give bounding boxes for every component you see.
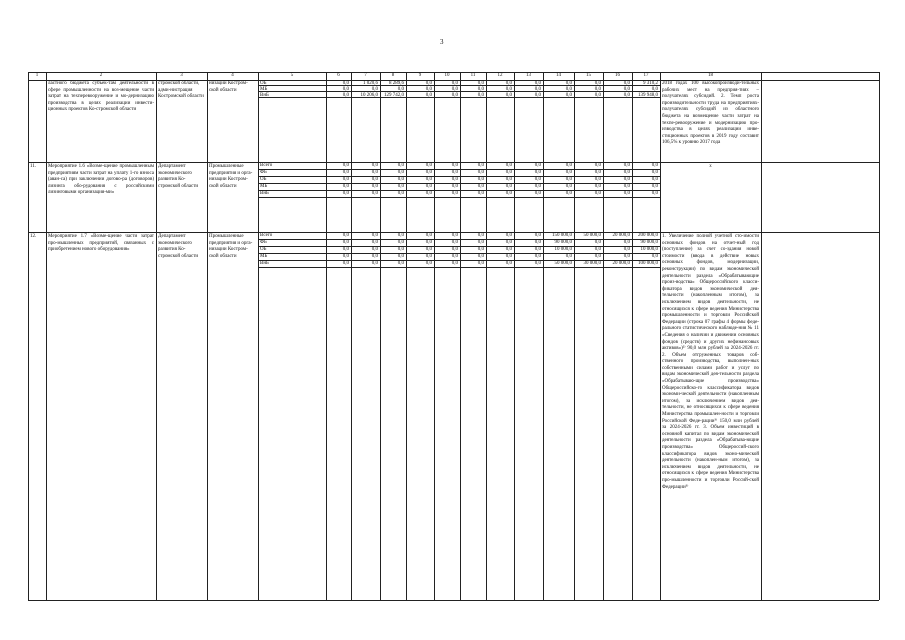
- table-rule: [156, 72, 157, 600]
- table-cell: 0,0: [371, 253, 378, 259]
- table-cell: 0,0: [534, 190, 541, 196]
- table-cell: 20 000,0: [612, 232, 630, 238]
- table-cell: 0,0: [534, 169, 541, 175]
- table-cell: 0,0: [451, 190, 458, 196]
- table-cell: 0,0: [534, 92, 541, 98]
- table-cell: 0,0: [397, 86, 404, 92]
- table-cell: 0,0: [425, 92, 432, 98]
- table-cell: 0,0: [425, 239, 432, 245]
- table-cell: 0,0: [594, 80, 601, 86]
- expected-result: 1. Увеличение полной учетной сто-имости основных фондов на отчет-ный год (поступление) за счет со-здания новой стоимости (ввода в действие новых основных фондов, модернизации, реконструкции) по видам экономической деятельности раздела «Обрабатывающие произ-водства» Общероссийского класси-фикатора видов экономической дея-тельности (накопленным итогом), за исключением видов деятельности, не относящихся к сфере ведения Министерства промышленности и торговли Российской Федерации (строка 07 графы 4 формы феде-рального статистического наблюде-ния № 11 «Сведения о наличии и движении основных фондов (средств) и других нефинансовых активов»)²⁾ 90,0 млн рублей за 2024-2026 гг. 2. Объем отгруженных товаров соб-ственного производства, выполнен-ных собственными силами работ и услуг по видам экономической дея-тельности раздела «Обрабатываю-щие производства» Общероссийско-го классификатора видов экономи-ческой деятельности (накопленным итогом), за исключением видов дея-тельности, не относящихся к сфере ведения Министерства промышлен-ности и торговли Российской Феде-рации³⁾ 150,0 млн рублей за 2024-2026 гг. 3. Объем инвестиций в основной капитал по видам экономической деятельности раздела «Обрабатыва-ющие производства» Общероссий-ского классификатора видов эконо-мической деятельности (накоплен-ным итогом), за исключением видов деятельности, не относящихся к сфере ведения Министерства про-мышленности и торговли Россий-ской Федерации³⁾: [662, 234, 759, 490]
- table-cell: 0,0: [425, 246, 432, 252]
- table-rule: [574, 72, 575, 600]
- table-cell: 10 206,0: [360, 92, 378, 98]
- table-cell: 0,0: [505, 162, 512, 168]
- table-cell: 0,0: [425, 169, 432, 175]
- table-rule: [258, 197, 660, 198]
- table-cell: 0,0: [451, 246, 458, 252]
- table-cell: 0,0: [565, 253, 572, 259]
- table-rule: [660, 72, 661, 600]
- column-header: 14: [556, 73, 561, 78]
- table-cell: 0,0: [342, 232, 349, 238]
- funding-source: МБ: [260, 183, 268, 189]
- table-cell: 0,0: [505, 239, 512, 245]
- table-cell: 0,0: [477, 253, 484, 259]
- column-header: 13: [526, 73, 531, 78]
- table-cell: 0,0: [342, 183, 349, 189]
- table-cell: 0,0: [371, 183, 378, 189]
- table-cell: 0,0: [397, 169, 404, 175]
- table-cell: 0,0: [425, 183, 432, 189]
- table-cell: 0,0: [594, 176, 601, 182]
- participants: Промышленные предприятия и орга-низации Костром-ской области: [209, 164, 253, 189]
- table-cell: 0,0: [451, 86, 458, 92]
- table-cell: 0,0: [397, 190, 404, 196]
- table-cell: 0,0: [623, 169, 630, 175]
- table-cell: 0,0: [342, 190, 349, 196]
- table-cell: 0,0: [623, 86, 630, 92]
- table-cell: 139 948,0: [638, 92, 658, 98]
- table-cell: 90 000,0: [554, 239, 572, 245]
- table-cell: 0,0: [451, 80, 458, 86]
- table-rule: [514, 72, 515, 600]
- table-cell: 0,0: [425, 86, 432, 92]
- table-cell: 0,0: [534, 260, 541, 266]
- table-rule: [460, 72, 461, 600]
- table-cell: 0,0: [505, 253, 512, 259]
- table-cell: 0,0: [477, 162, 484, 168]
- funding-source: ВнБ: [260, 260, 269, 266]
- funding-source: ОБ: [260, 246, 267, 252]
- table-cell: 0,0: [594, 239, 601, 245]
- table-cell: 10 000,0: [554, 246, 572, 252]
- table-cell: 8 289,6: [389, 80, 404, 86]
- table-cell: 0,0: [534, 183, 541, 189]
- table-cell: 0,0: [451, 162, 458, 168]
- column-header: 8: [391, 73, 395, 78]
- funding-source: МБ: [260, 253, 268, 259]
- column-header: 12: [497, 73, 503, 78]
- table-cell: 0,0: [594, 92, 601, 98]
- table-cell: 0,0: [594, 183, 601, 189]
- table-cell: 0,0: [505, 260, 512, 266]
- row-number: 12.: [30, 234, 37, 239]
- column-header: 2: [99, 73, 103, 78]
- table-cell: 0,0: [594, 246, 601, 252]
- table-rule: [543, 72, 544, 600]
- table-cell: 0,0: [594, 169, 601, 175]
- table-cell: 30 000,0: [583, 260, 601, 266]
- table-cell: 0,0: [477, 183, 484, 189]
- column-header: 17: [643, 73, 649, 78]
- column-header: 18: [708, 73, 713, 78]
- table-cell: 0,0: [342, 253, 349, 259]
- table-cell: 0,0: [651, 176, 658, 182]
- column-header: 6: [337, 73, 340, 78]
- table-rule: [434, 72, 435, 600]
- table-cell: 0,0: [477, 169, 484, 175]
- table-cell: 0,0: [623, 190, 630, 196]
- table-cell: 0,0: [477, 80, 484, 86]
- measure-name: Мероприятие 1.7 «Возме-щение части затрат про-мышленных предприятий, связанных с приобретением нового оборудования»: [48, 234, 154, 253]
- table-cell: 0,0: [342, 86, 349, 92]
- table-cell: 0,0: [371, 239, 378, 245]
- table-cell: 0,0: [371, 162, 378, 168]
- table-cell: 0,0: [651, 183, 658, 189]
- table-cell: 0,0: [534, 86, 541, 92]
- table-cell: 0,0: [477, 176, 484, 182]
- column-header: 3: [180, 73, 183, 78]
- executor: Департамент экономического развития Ко-стромской области: [158, 164, 199, 189]
- table-cell: 0,0: [651, 86, 658, 92]
- table-cell: 90 000,0: [640, 239, 658, 245]
- table-cell: 0,0: [594, 162, 601, 168]
- table-cell: 0,0: [425, 190, 432, 196]
- table-cell: 0,0: [651, 162, 658, 168]
- table-cell: 0,0: [623, 162, 630, 168]
- column-header: 15: [586, 73, 591, 78]
- table-cell: 0,0: [477, 92, 484, 98]
- table-cell: 50 000,0: [554, 260, 572, 266]
- funding-source: ВнБ: [260, 92, 269, 98]
- table-cell: 50 000,0: [583, 232, 601, 238]
- table-cell: 0,0: [425, 232, 432, 238]
- table-cell: 0,0: [425, 253, 432, 259]
- table-rule: [28, 600, 879, 601]
- table-rule: [351, 72, 352, 600]
- table-rule: [258, 72, 259, 600]
- table-cell: 0,0: [342, 246, 349, 252]
- table-cell: 0,0: [451, 169, 458, 175]
- table-cell: 0,0: [397, 246, 404, 252]
- participants: низации Костром-ской области: [209, 81, 248, 93]
- table-cell: 0,0: [534, 239, 541, 245]
- table-cell: 0,0: [505, 169, 512, 175]
- table-cell: 0,0: [505, 80, 512, 86]
- table-rule: [879, 72, 880, 600]
- funding-source: ОБ: [260, 176, 267, 182]
- table-cell: 10 000,0: [640, 246, 658, 252]
- table-cell: 0,0: [505, 246, 512, 252]
- table-rule: [380, 72, 381, 600]
- participants: Промышленные предприятия и орга-низации Костром-ской области: [209, 234, 253, 259]
- table-cell: 20 000,0: [612, 260, 630, 266]
- table-cell: 0,0: [342, 239, 349, 245]
- table-cell: 9 310,2: [643, 80, 658, 86]
- table-cell: 0,0: [565, 183, 572, 189]
- table-cell: 0,0: [594, 253, 601, 259]
- table-cell: 0,0: [397, 232, 404, 238]
- table-rule: [603, 72, 604, 600]
- table-cell: 0,0: [342, 260, 349, 266]
- table-cell: 0,0: [397, 260, 404, 266]
- table-cell: 0,0: [505, 92, 512, 98]
- table-cell: 0,0: [651, 190, 658, 196]
- table-cell: 0,0: [397, 162, 404, 168]
- page-number: 3: [440, 38, 444, 46]
- table-rule: [486, 72, 487, 600]
- table-cell: 150 000,0: [552, 232, 572, 238]
- table-cell: 0,0: [425, 176, 432, 182]
- table-cell: 0,0: [565, 92, 572, 98]
- table-cell: 0,0: [371, 190, 378, 196]
- table-cell: 100 000,0: [638, 260, 658, 266]
- table-cell: 0,0: [397, 239, 404, 245]
- table-cell: 0,0: [534, 232, 541, 238]
- table-cell: 0,0: [371, 260, 378, 266]
- table-cell: 0,0: [594, 190, 601, 196]
- table-cell: 0,0: [594, 86, 601, 92]
- table-cell: 0,0: [534, 253, 541, 259]
- funding-source: ФБ: [260, 169, 267, 175]
- table-cell: 0,0: [651, 253, 658, 259]
- table-cell: 0,0: [342, 92, 349, 98]
- table-cell: 0,0: [451, 260, 458, 266]
- table-cell: 0,0: [451, 183, 458, 189]
- column-header: 11: [470, 73, 476, 78]
- table-cell: 0,0: [477, 86, 484, 92]
- expected-result: x: [709, 164, 712, 169]
- table-rule: [632, 72, 633, 600]
- expected-result: 2018 годах 100 высокопроизводи-тельных рабочих мест на предприя-тиях – получателях субсидий. 2. Темп роста производительности труда на предприятиях-получателях субсидий из областного бюджета на возмещение части затрат на техпе-ревооружение и модернизацию про-изводства в целях реализации инве-стиционных проектов в 2019 году составит 106,5% к уровню 2017 года: [662, 81, 759, 146]
- table-cell: 0,0: [623, 176, 630, 182]
- table-cell: 0,0: [451, 176, 458, 182]
- measure-name: ластного бюджета субъек-там деятельности в сфере промышленности на воз-мещение части затрат на техперевооружение и мо-дернизацию производства в целях реализации инвести-ционных проектов Ко-стромской области: [48, 81, 154, 113]
- table-cell: 0,0: [425, 260, 432, 266]
- table-cell: 0,0: [565, 86, 572, 92]
- table-cell: 0,0: [342, 176, 349, 182]
- table-cell: 0,0: [451, 232, 458, 238]
- table-cell: 0,0: [565, 80, 572, 86]
- table-cell: 0,0: [565, 176, 572, 182]
- table-cell: 0,0: [505, 183, 512, 189]
- table-cell: 0,0: [505, 232, 512, 238]
- table-cell: 0,0: [371, 246, 378, 252]
- table-cell: 0,0: [534, 246, 541, 252]
- funding-source: ВнБ: [260, 190, 269, 196]
- funding-source: Всего: [260, 162, 273, 168]
- column-header: 1: [35, 73, 39, 78]
- table-cell: 0,0: [623, 92, 630, 98]
- column-header: 10: [444, 73, 450, 78]
- table-cell: 0,0: [623, 80, 630, 86]
- table-rule: [761, 72, 762, 600]
- table-cell: 0,0: [623, 183, 630, 189]
- table-rule: [28, 72, 29, 600]
- table-cell: 0,0: [534, 162, 541, 168]
- table-cell: 0,0: [451, 239, 458, 245]
- table-cell: 0,0: [397, 253, 404, 259]
- funding-source: Всего: [260, 232, 273, 238]
- table-rule: [207, 72, 208, 600]
- table-cell: 0,0: [342, 162, 349, 168]
- executor: Департамент экономического развития Ко-стромской области: [158, 234, 199, 259]
- column-header: 7: [364, 73, 367, 78]
- table-cell: 0,0: [371, 232, 378, 238]
- table-cell: 0,0: [477, 190, 484, 196]
- table-cell: 200 000,0: [638, 232, 658, 238]
- table-cell: 0,0: [623, 253, 630, 259]
- table-cell: 0,0: [505, 86, 512, 92]
- table-cell: 0,0: [371, 176, 378, 182]
- table-cell: 0,0: [534, 176, 541, 182]
- funding-source: ФБ: [260, 239, 267, 245]
- table-cell: 0,0: [477, 246, 484, 252]
- table-cell: 0,0: [342, 169, 349, 175]
- table-cell: 0,0: [505, 190, 512, 196]
- table-cell: 0,0: [565, 169, 572, 175]
- table-cell: 0,0: [477, 239, 484, 245]
- table-cell: 0,0: [623, 246, 630, 252]
- program-table: [28, 72, 879, 600]
- table-cell: 0,0: [342, 80, 349, 86]
- table-cell: 0,0: [425, 162, 432, 168]
- table-cell: 0,0: [425, 80, 432, 86]
- table-cell: 0,0: [534, 80, 541, 86]
- table-cell: 0,0: [565, 162, 572, 168]
- table-rule: [258, 267, 660, 268]
- funding-source: МБ: [260, 86, 268, 92]
- table-rule: [46, 72, 47, 600]
- column-header: 5: [290, 73, 294, 78]
- table-rule: [406, 72, 407, 600]
- column-header: 4: [231, 73, 234, 78]
- table-cell: 0,0: [651, 169, 658, 175]
- table-cell: 0,0: [397, 183, 404, 189]
- measure-name: Мероприятие 1.6 «Возме-щение промышленным предприятиям части затрат на уплату 1-го взноса (аван-са) при заключении догово-ра (договоров) лизинга обо-рудования с российскими лизинговыми организация-ми»: [48, 164, 154, 196]
- table-rule: [326, 72, 327, 600]
- table-cell: 0,0: [505, 176, 512, 182]
- table-cell: 0,0: [397, 176, 404, 182]
- row-number: 11.: [30, 164, 37, 169]
- table-cell: 0,0: [371, 86, 378, 92]
- column-header: 16: [615, 73, 620, 78]
- table-cell: 0,0: [565, 190, 572, 196]
- executor: стромской области, адми-нистрация Костромской области: [158, 81, 204, 100]
- table-cell: 0,0: [451, 92, 458, 98]
- table-cell: 0,0: [371, 169, 378, 175]
- table-cell: 0,0: [623, 239, 630, 245]
- table-cell: 1 020,6: [363, 80, 378, 86]
- table-cell: 0,0: [451, 253, 458, 259]
- table-cell: 0,0: [477, 260, 484, 266]
- column-header: 9: [418, 73, 422, 78]
- table-cell: 0,0: [477, 232, 484, 238]
- funding-source: ОБ: [260, 80, 267, 86]
- table-cell: 129 742,0: [384, 92, 404, 98]
